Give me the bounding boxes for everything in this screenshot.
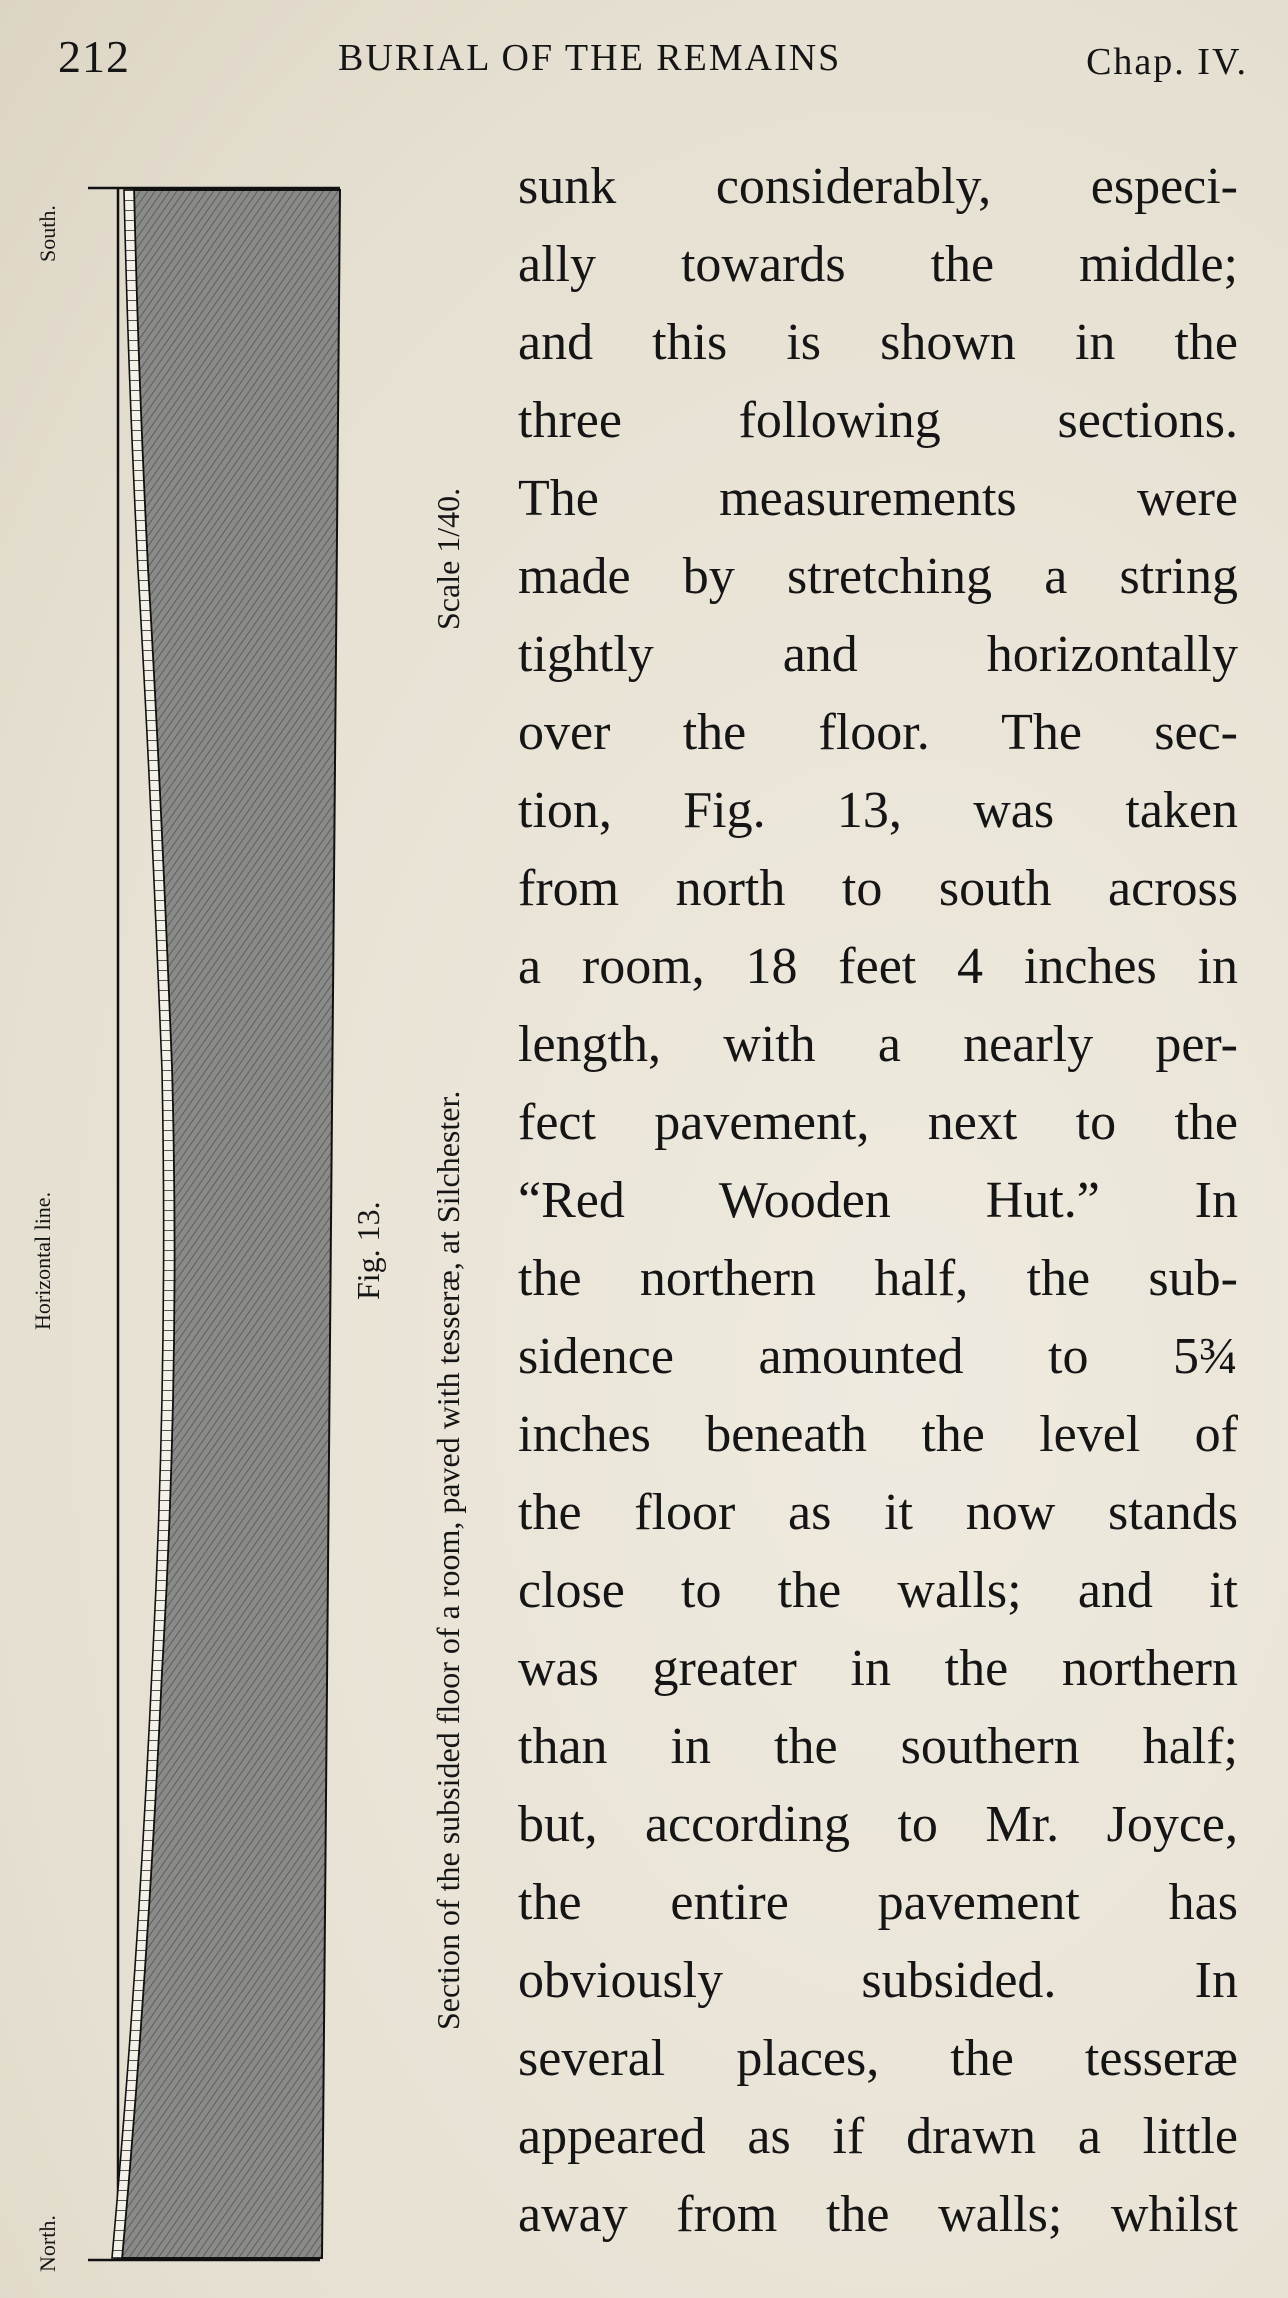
- body-line: close to the walls; and it: [518, 1562, 1238, 1619]
- north-label: North.: [35, 2215, 60, 2272]
- body-line: the entire pavement has: [518, 1874, 1238, 1931]
- figure-number: Fig. 13.: [350, 1201, 386, 1300]
- south-label: South.: [35, 205, 60, 262]
- body-line: the floor as it now stands: [518, 1484, 1238, 1541]
- page-number: 212: [58, 31, 130, 82]
- body-line: the northern half, the sub-: [518, 1250, 1238, 1307]
- body-line: away from the walls; whilst: [518, 2186, 1238, 2243]
- body-line: length, with a nearly per-: [518, 1016, 1238, 1073]
- body-line: “Red Wooden Hut.” In: [518, 1172, 1238, 1229]
- body-line: tion, Fig. 13, was taken: [518, 782, 1238, 839]
- body-line: fect pavement, next to the: [518, 1094, 1238, 1151]
- body-line: than in the southern half;: [518, 1718, 1238, 1775]
- floor-section-diagram: [30, 170, 350, 2280]
- soil-section: [122, 190, 340, 2258]
- page-header: [58, 30, 1248, 90]
- body-line: from north to south across: [518, 860, 1238, 917]
- body-line: and this is shown in the: [518, 314, 1238, 371]
- running-title: BURIAL OF THE REMAINS: [338, 37, 842, 79]
- figure-13: [30, 170, 500, 2280]
- body-line: The measurements were: [518, 470, 1238, 527]
- body-line: but, according to Mr. Joyce,: [518, 1796, 1238, 1853]
- body-line: obviously subsided. In: [518, 1952, 1238, 2009]
- body-line: sunk considerably, especi-: [518, 158, 1238, 215]
- body-line: several places, the tesseræ: [518, 2030, 1238, 2087]
- body-line: was greater in the northern: [518, 1640, 1238, 1697]
- body-line: sidence amounted to 5¾: [518, 1328, 1238, 1385]
- body-line: ally towards the middle;: [518, 236, 1238, 293]
- horizontal-line-label: Horizontal line.: [30, 1191, 55, 1330]
- body-line: over the floor. The sec-: [518, 704, 1238, 761]
- body-line: made by stretching a string: [518, 548, 1238, 605]
- figure-caption: Section of the subsided floor of a room, paved with tesseræ, at Silchester.: [430, 1090, 466, 2030]
- body-line: tightly and horizontally: [518, 626, 1238, 683]
- chapter-label: Chap. IV.: [1086, 41, 1248, 83]
- figure-scale: Scale 1/40.: [430, 487, 466, 630]
- body-line: inches beneath the level of: [518, 1406, 1238, 1463]
- body-line: a room, 18 feet 4 inches in: [518, 938, 1238, 995]
- body-line: appeared as if drawn a little: [518, 2108, 1238, 2165]
- body-text: [518, 148, 1238, 2254]
- body-line: three following sections.: [518, 392, 1238, 449]
